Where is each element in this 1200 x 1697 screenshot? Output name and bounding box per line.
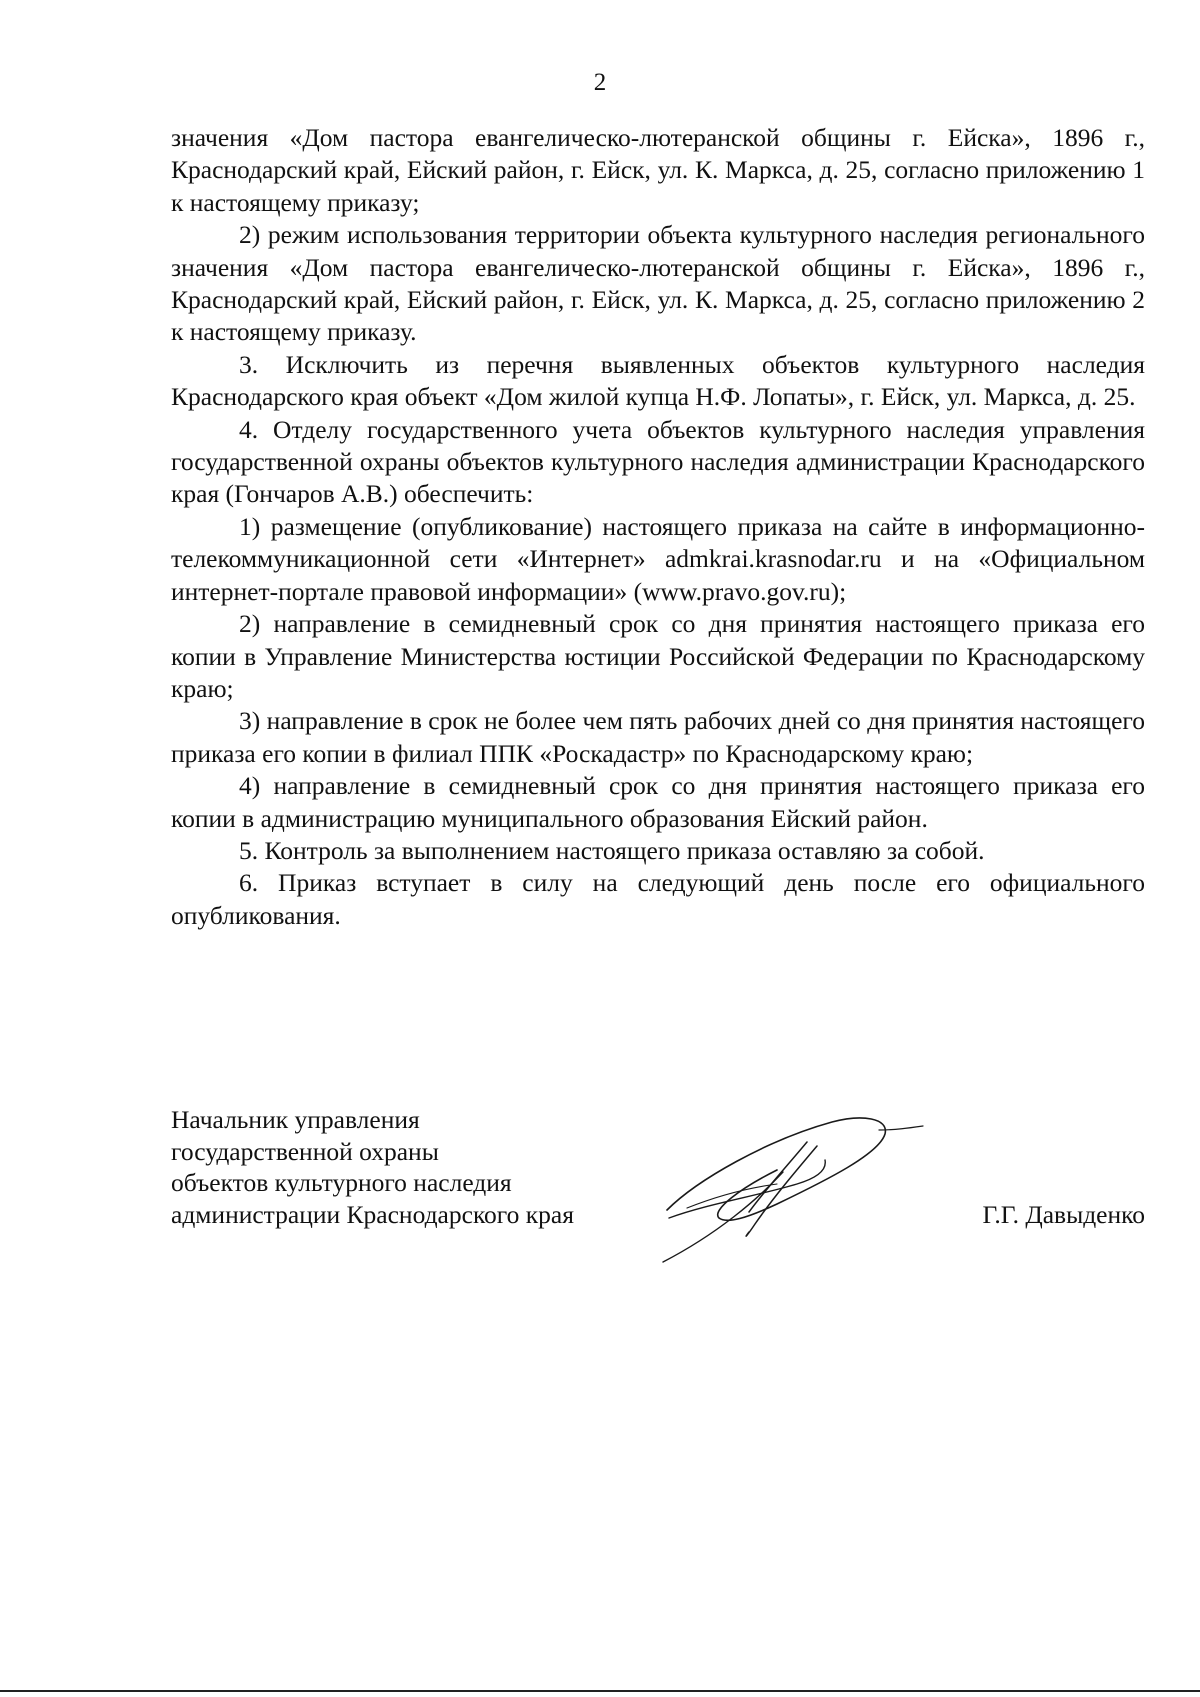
signature-block xyxy=(171,1104,1145,1264)
paragraph-item-5-control: 5. Контроль за выполнением настоящего приказа оставляю за собой. xyxy=(239,835,985,865)
paragraph-item-3-exclusion: 3. Исключить из перечня выявленных объектов культурного наследия Краснодарского края объект «Дом жилой купца Н.Ф. Лопаты», г. Ейск, ул. Маркса, д. 25. xyxy=(171,349,1145,412)
paragraph-subitem-4-municipal-admin: 4) направление в семидневный срок со дня принятия настоящего приказа его копии в администрацию муниципального образования Ейский район. xyxy=(171,771,1145,833)
signatory-name: Г.Г. Давыденко xyxy=(982,1199,1145,1229)
paragraph-item-2-territory-regime: 2) режим использования территории объекта культурного наследия регионального значения «Дом пастора евангелическо-лютеранской общины г. Ейска», 1896 г., Краснодарский край, Ейский район, г. Ейск, ул. К. Маркса, д. 25, согласно приложению 2 к настоящему приказу. xyxy=(171,220,1145,347)
document-body xyxy=(171,122,1145,932)
handwritten-signature xyxy=(657,1100,927,1270)
page-number: 2 xyxy=(593,69,607,96)
signatory-title-line: администрации Краснодарского края xyxy=(171,1199,574,1229)
paragraph-item-4-department: 4. Отделу государственного учета объектов культурного наследия управления государственной охраны объектов культурного наследия администрации Краснодарского края (Гончаров А.В.) обеспечить: xyxy=(171,414,1145,509)
paragraph-item-6-effective-date: 6. Приказ вступает в силу на следующий день после его официального опубликования. xyxy=(171,868,1145,930)
signatory-title xyxy=(171,1104,574,1230)
paragraph-subitem-1-publication: 1) размещение (опубликование) настоящего приказа на сайте в информационно-телекоммуникационной сети «Интернет» admkrai.krasnodar.ru и на «Официальном интернет-портале правовой информации» (www.pravo.gov.ru); xyxy=(171,511,1145,606)
signatory-title-line: Начальник управления xyxy=(171,1105,420,1134)
bottom-scan-edge xyxy=(0,1690,1200,1692)
paragraph-subitem-3-roskadastr: 3) направление в срок не более чем пять рабочих дней со дня принятия настоящего приказа его копии в филиал ППК «Роскадастр» по Краснодарскому краю; xyxy=(171,706,1145,768)
signatory-title-line: объектов культурного наследия xyxy=(171,1168,512,1197)
signatory-title-line: государственной охраны xyxy=(171,1136,439,1166)
paragraph-continuation: значения «Дом пастора евангелическо-лютеранской общины г. Ейска», 1896 г., Краснодарский край, Ейский район, г. Ейск, ул. К. Маркса, д. 25, согласно приложению 1 к настоящему приказу; xyxy=(171,123,1145,217)
paragraph-subitem-2-ministry-justice: 2) направление в семидневный срок со дня принятия настоящего приказа его копии в Управление Министерства юстиции Российской Федерации по Краснодарскому краю; xyxy=(171,609,1145,703)
